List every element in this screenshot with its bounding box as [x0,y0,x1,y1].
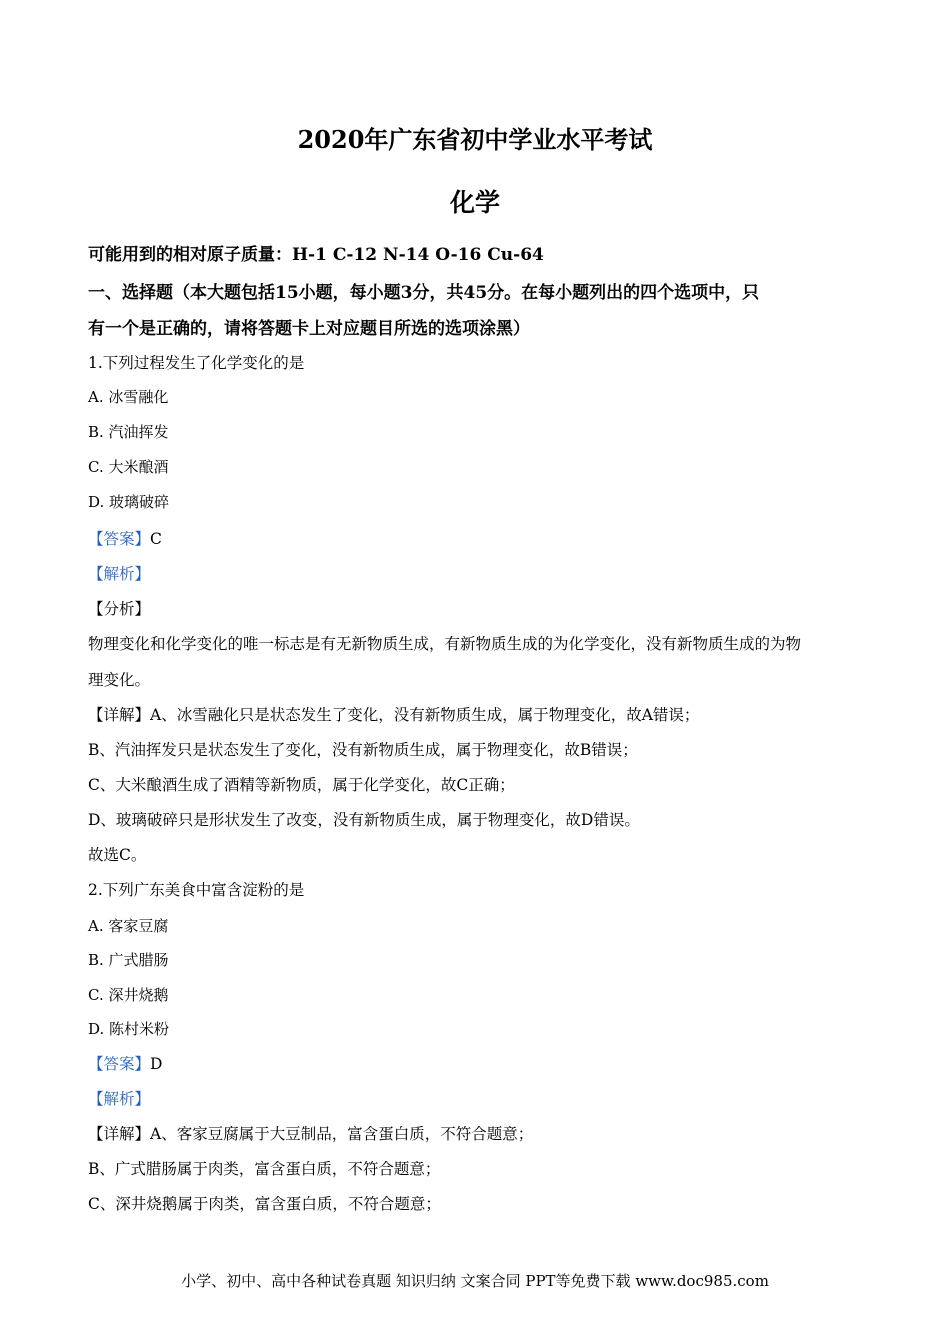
q1-option-c: C. 大米酿酒 [88,458,169,476]
q1-answer-line [88,527,162,549]
q1-conclusion: 故选C。 [88,846,147,864]
exam-title: 2020年广东省初中学业水平考试 [297,125,653,154]
q1-answer-value: C [150,530,162,548]
q1-fenxi-line-1: 物理变化和化学变化的唯一标志是有无新物质生成，有新物质生成的为化学变化，没有新物质生成的为物 [88,635,802,653]
section-heading-line-2: 有一个是正确的，请将答题卡上对应题目所选的选项涂黑） [88,319,530,339]
q2-analysis-tag: 【解析】 [88,1090,151,1108]
q1-answer-tag: 【答案】 [88,530,151,548]
q2-option-b: B. 广式腊肠 [88,951,169,969]
q1-detail-c: C、大米酿酒生成了酒精等新物质，属于化学变化，故C正确； [88,776,515,794]
q1-detail-d: D、玻璃破碎只是形状发生了改变，没有新物质生成，属于物理变化，故D错误。 [88,811,640,829]
q1-stem: 1.下列过程发生了化学变化的是 [88,354,305,372]
q2-option-c: C. 深井烧鹅 [88,986,169,1004]
q1-option-a: A. 冰雪融化 [88,388,169,406]
q2-answer-line [88,1052,162,1074]
q2-detail-b: B、广式腊肠属于肉类，富含蛋白质，不符合题意； [88,1160,441,1178]
q2-detail-a: 【详解】A、客家豆腐属于大豆制品，富含蛋白质，不符合题意； [88,1125,534,1143]
q1-fenxi-line-2: 理变化。 [88,671,151,689]
q1-option-d: D. 玻璃破碎 [88,493,170,511]
q2-answer-value: D [150,1055,163,1073]
q2-detail-c: C、深井烧鹅属于肉类，富含蛋白质，不符合题意； [88,1195,441,1213]
q2-option-d: D. 陈村米粉 [88,1020,170,1038]
q2-option-a: A. 客家豆腐 [88,917,169,935]
q1-option-b: B. 汽油挥发 [88,423,169,441]
page-footer: 小学、初中、高中各种试卷真题 知识归纳 文案合同 PPT等免费下载 www.doc985.com [181,1272,769,1290]
q1-analysis-tag: 【解析】 [88,565,151,583]
q2-stem: 2.下列广东美食中富含淀粉的是 [88,881,305,899]
section-heading-line-1: 一、选择题（本大题包括15小题，每小题3分，共45分。在每小题列出的四个选项中，只 [88,283,760,303]
q1-fenxi-tag: 【分析】 [88,600,151,618]
q1-detail-a: 【详解】A、冰雪融化只是状态发生了变化，没有新物质生成，属于物理变化，故A错误； [88,706,700,724]
subject-title: 化学 [449,188,500,217]
q2-answer-tag: 【答案】 [88,1055,151,1073]
q1-detail-b: B、汽油挥发只是状态发生了变化，没有新物质生成，属于物理变化，故B错误； [88,741,638,759]
atomic-masses-line: 可能用到的相对原子质量：H-1 C-12 N-14 O-16 Cu-64 [88,245,544,265]
